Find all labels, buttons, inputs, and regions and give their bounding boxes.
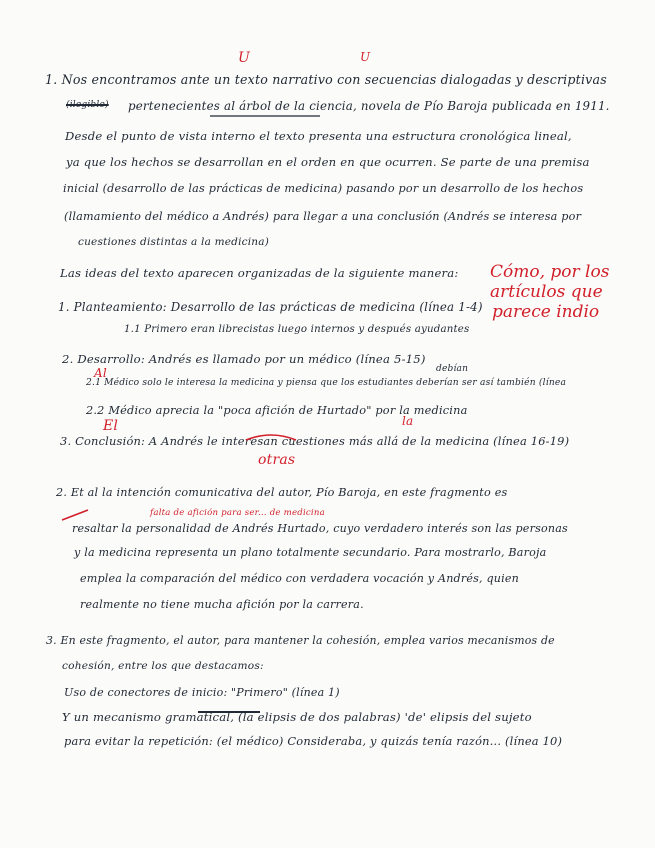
answer-3-line-5: para evitar la repetición: (el médico) Consideraba, y quizás tenía razón... (línea 10) xyxy=(64,734,563,748)
answer-1-line-6: (llamamiento del médico a Andrés) para llegar a una conclusión (Andrés se interesa por xyxy=(64,210,582,223)
correction-el: El xyxy=(103,418,119,434)
answer-1-line-3: Desde el punto de vista interno el texto presenta una estructura cronológica lineal, xyxy=(65,129,572,143)
insertion-debian: debían xyxy=(436,364,469,374)
answer-1-line-4: ya que los hechos se desarrollan en el orden en que ocurren. Se parte de una premisa xyxy=(66,155,590,169)
answer-2-line-1: 2. Et al la intención comunicativa del autor, Pío Baroja, en este fragmento es xyxy=(56,486,508,499)
answer-3-line-1: 3. En este fragmento, el autor, para mantener la cohesión, emplea varios mecanismos de xyxy=(46,634,555,647)
answer-2-line-5: realmente no tiene mucha afición por la carrera. xyxy=(80,598,364,611)
answer-1-line-2: pertenecientes al árbol de la ciencia, novela de Pío Baroja publicada en 1911. xyxy=(128,99,610,113)
outline-1: 1. Planteamiento: Desarrollo de las prácticas de medicina (línea 1-4) xyxy=(58,300,483,314)
ideas-intro: Las ideas del texto aparecen organizadas de la siguiente manera: xyxy=(60,266,459,280)
correction-al: Al xyxy=(94,366,107,380)
answer-2-line-4: emplea la comparación del médico con verdadera vocación y Andrés, quien xyxy=(80,572,519,585)
answer-1-struck-word: (ilegible) xyxy=(66,100,109,110)
correction-otras: otras xyxy=(258,452,296,468)
outline-3: 3. Conclusión: A Andrés le interesan cuestiones más allá de la medicina (línea 16-19) xyxy=(60,434,570,448)
answer-1-line-7: cuestiones distintas a la medicina) xyxy=(78,236,270,248)
outline-2-2: 2.2 Médico aprecia la "poca afición de Hurtado" por la medicina xyxy=(86,404,468,417)
answer-2-line-3: y la medicina representa un plano totalmente secundario. Para mostrarlo, Baroja xyxy=(74,546,547,559)
outline-1-1: 1.1 Primero eran librecistas luego internos y después ayudantes xyxy=(124,324,470,335)
margin-note-line-1: Cómo, por los xyxy=(490,262,610,282)
answer-2-line-2: resaltar la personalidad de Andrés Hurtado, cuyo verdadero interés son las personas xyxy=(72,522,568,535)
answer-3-line-3: Uso de conectores de inicio: "Primero" (línea 1) xyxy=(64,686,340,699)
answer-3-line-4: Y un mecanismo gramatical, (la elipsis de dos palabras) 'de' elipsis del sujeto xyxy=(62,710,532,724)
correction-la: la xyxy=(402,414,414,428)
margin-note-line-2: artículos que xyxy=(490,282,603,302)
answer-2-insertion: falta de afición para ser... de medicina xyxy=(150,508,325,518)
top-mark-right: U xyxy=(360,50,371,64)
answer-1-line-5: inicial (desarrollo de las prácticas de medicina) pasando por un desarrollo de los hechos xyxy=(63,182,584,195)
top-mark-left: U xyxy=(238,50,250,66)
answer-1-line-1: 1. Nos encontramos ante un texto narrativo con secuencias dialogadas y descriptivas xyxy=(45,72,607,87)
answer-3-line-2: cohesión, entre los que destacamos: xyxy=(62,660,264,672)
margin-note-line-3: parece indio xyxy=(492,302,600,322)
outline-2: 2. Desarrollo: Andrés es llamado por un médico (línea 5-15) xyxy=(62,352,426,366)
outline-2-1: 2.1 Médico solo le interesa la medicina y piensa que los estudiantes deberían ser así también (línea xyxy=(86,378,567,388)
